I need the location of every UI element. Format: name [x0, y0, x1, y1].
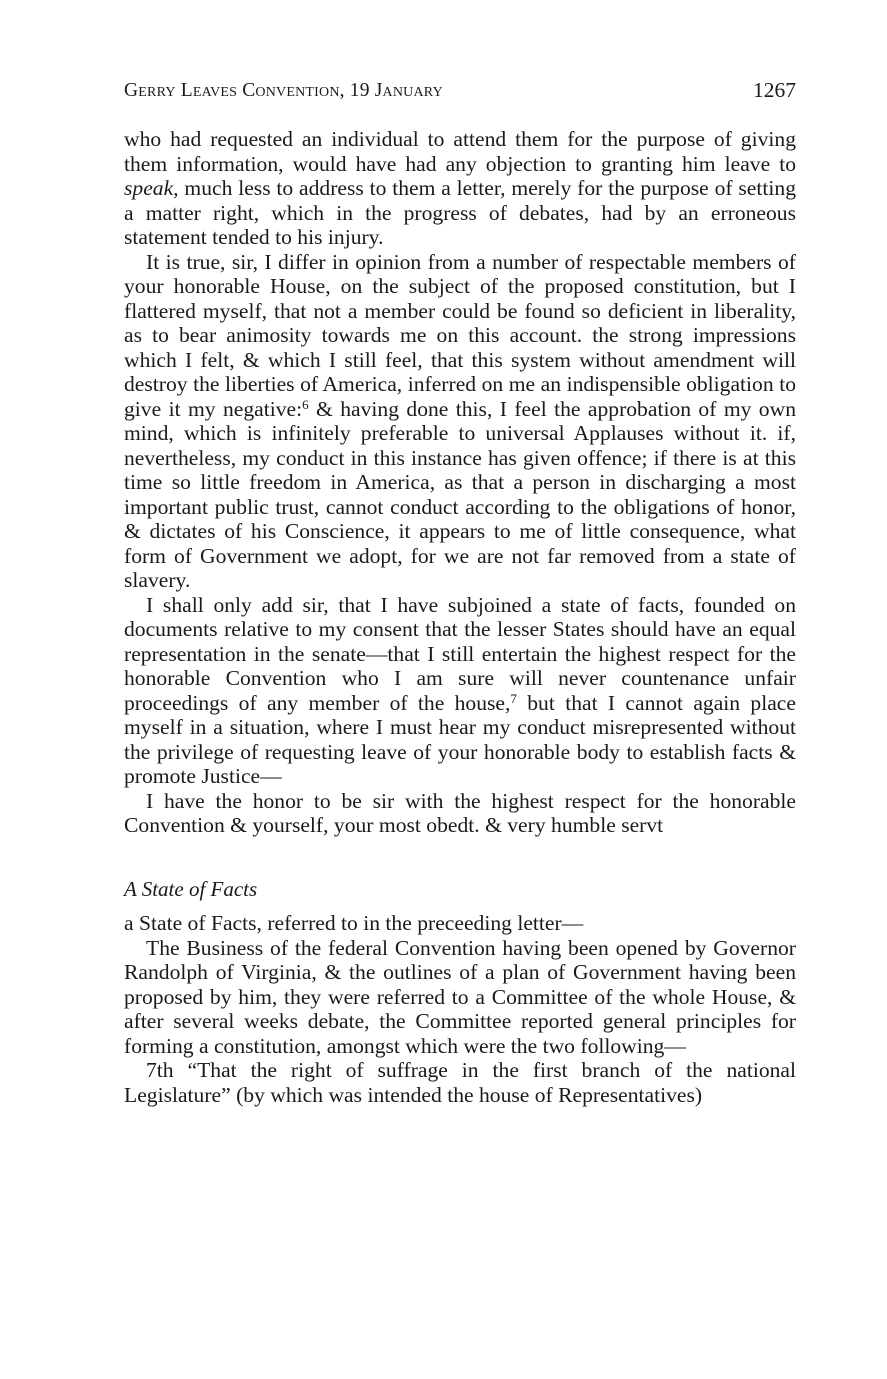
running-title: Gerry Leaves Convention, 19 January	[124, 80, 443, 101]
footnote-ref-7: 7	[510, 690, 517, 706]
emphasis-speak: speak,	[124, 176, 179, 200]
letter-paragraph-1-text: who had requested an individual to attend them for the purpose of giving them information, would have had any objection to granting him leave to	[124, 127, 796, 176]
page-body	[124, 127, 796, 1107]
letter-paragraph-2	[124, 250, 796, 593]
letter-paragraph-1	[124, 127, 796, 250]
letter-closing: I have the honor to be sir with the highest respect for the honorable Convention & yourself, your most obedt. & very humble servt	[124, 788, 796, 837]
letter-paragraph-1-text-end: much less to address to them a letter, merely for the purpose of setting a matter right, which in the progress of debates, had by an erroneous statement tended to his injury.	[124, 176, 796, 249]
facts-paragraph-2: The Business of the federal Convention having been opened by Governor Randolph of Virginia, & the outlines of a plan of Government having been proposed by him, they were referred to a Committee of the whole House, & after several weeks debate, the Committee reported general principles for forming a constitution, amongst which were the two following—	[124, 935, 796, 1058]
footnote-ref-6: 6	[302, 396, 309, 412]
letter-paragraph-3	[124, 593, 796, 789]
page-number: 1267	[753, 78, 796, 102]
letter-paragraph-3-text-end: but that I cannot again place myself in a situation, where I must hear my conduct misrepresented without the privilege of requesting leave of your honorable body to establish facts & promote Justice—	[124, 690, 796, 788]
letter-paragraph-2-text-end: & having done this, I feel the approbation of my own mind, which is infinitely preferable to universal Applauses without it. if, nevertheless, my conduct in this instance has given offence; if there is at this time so little freedom in America, as that a person in discharging a most important public trust, cannot conduct according to the obligations of honor, & dictates of his Conscience, it appears to me of little consequence, what form of Government we adopt, for we are not far removed from a state of slavery.	[124, 396, 796, 592]
facts-paragraph-1: a State of Facts, referred to in the preceeding letter—	[124, 911, 584, 935]
running-header	[124, 76, 796, 106]
letter-paragraph-2-text: It is true, sir, I differ in opinion from a number of respectable members of your honorable House, on the subject of the proposed constitution, but I flattered myself, that not a member could be found so deficient in liberality, as to bear animosity towards me on this account. the strong impressions which I felt, & which I still feel, that this system without amendment will destroy the liberties of America, inferred on me an indispensible obligation to give it my negative:	[124, 249, 796, 421]
section-heading: A State of Facts	[124, 876, 258, 901]
letter-paragraph-3-text: I shall only add sir, that I have subjoined a state of facts, founded on documents relative to my consent that the lesser States should have an equal representation in the senate—that I still entertain the highest respect for the honorable Convention who I am sure will never countenance unfair proceedings of any member of the house,	[124, 592, 796, 715]
facts-paragraph-3: 7th “That the right of suffrage in the first branch of the national Legislature” (by which was intended the house of Representatives)	[124, 1058, 796, 1107]
